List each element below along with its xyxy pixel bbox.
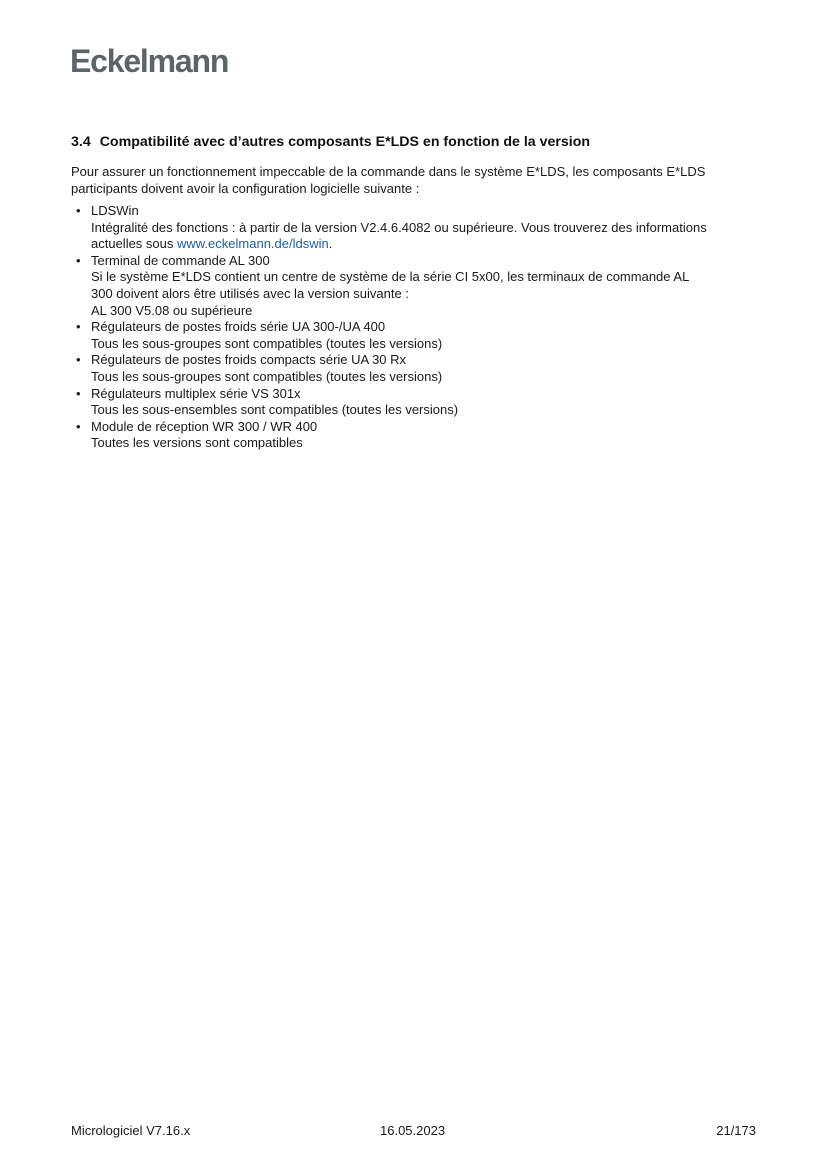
item-title: Module de réception WR 300 / WR 400 xyxy=(91,418,318,434)
item-line: Tous les sous-ensembles sont compatibles (toutes les versions) xyxy=(91,402,459,418)
list-item-vs301x xyxy=(71,386,761,419)
footer-firmware-version: Micrologiciel V7.16.x xyxy=(71,1123,191,1138)
bullet-icon: • xyxy=(76,352,81,368)
item-line: Toutes les versions sont compatibles xyxy=(91,435,303,451)
item-line: AL 300 V5.08 ou supérieure xyxy=(91,302,253,318)
item-title: Régulateurs de postes froids compacts série UA 30 Rx xyxy=(91,352,407,368)
bullet-icon: • xyxy=(76,319,81,335)
item-line: 300 doivent alors être utilisés avec la version suivante : xyxy=(91,285,409,301)
bullet-icon: • xyxy=(76,252,81,268)
item-line: Tous les sous-groupes sont compatibles (toutes les versions) xyxy=(91,368,443,384)
intro-line: participants doivent avoir la configuration logicielle suivante : xyxy=(71,181,420,196)
item-line: Intégralité des fonctions : à partir de la version V2.4.6.4082 ou supérieure. Vous trouverez des informations xyxy=(91,219,707,235)
item-line xyxy=(91,236,761,253)
item-title: Régulateurs de postes froids série UA 300-/UA 400 xyxy=(91,319,386,335)
compatibility-list xyxy=(71,203,761,452)
item-title: LDSWin xyxy=(91,203,139,218)
bullet-icon: • xyxy=(76,418,81,434)
section-title: Compatibilité avec d’autres composants E*LDS en fonction de la version xyxy=(99,134,591,150)
list-item-al300 xyxy=(71,253,761,319)
item-line: Si le système E*LDS contient un centre de système de la série CI 5x00, les terminaux de commande AL xyxy=(91,269,690,285)
item-line-prefix: actuelles sous xyxy=(91,236,177,252)
bullet-icon: • xyxy=(76,203,81,218)
footer-date: 16.05.2023 xyxy=(380,1123,446,1138)
list-item-wr300 xyxy=(71,419,761,452)
item-line-suffix: . xyxy=(328,236,333,252)
list-item-ldswin xyxy=(71,203,761,253)
section-number: 3.4 xyxy=(71,134,91,150)
ldswin-link[interactable]: www.eckelmann.de/ldswin xyxy=(177,236,329,252)
list-item-ua30 xyxy=(71,352,761,385)
item-title: Terminal de commande AL 300 xyxy=(91,252,270,268)
intro-line: Pour assurer un fonctionnement impeccable de la commande dans le système E*LDS, les composants E*LDS xyxy=(71,164,706,179)
item-line: Tous les sous-groupes sont compatibles (toutes les versions) xyxy=(91,335,443,351)
item-title: Régulateurs multiplex série VS 301x xyxy=(91,385,301,401)
list-item-ua300 xyxy=(71,319,761,352)
company-logo: Eckelmann xyxy=(70,43,229,79)
intro-paragraph xyxy=(71,163,761,197)
bullet-icon: • xyxy=(76,385,81,401)
footer-page-number: 21/173 xyxy=(716,1123,756,1138)
section-heading xyxy=(71,133,590,151)
